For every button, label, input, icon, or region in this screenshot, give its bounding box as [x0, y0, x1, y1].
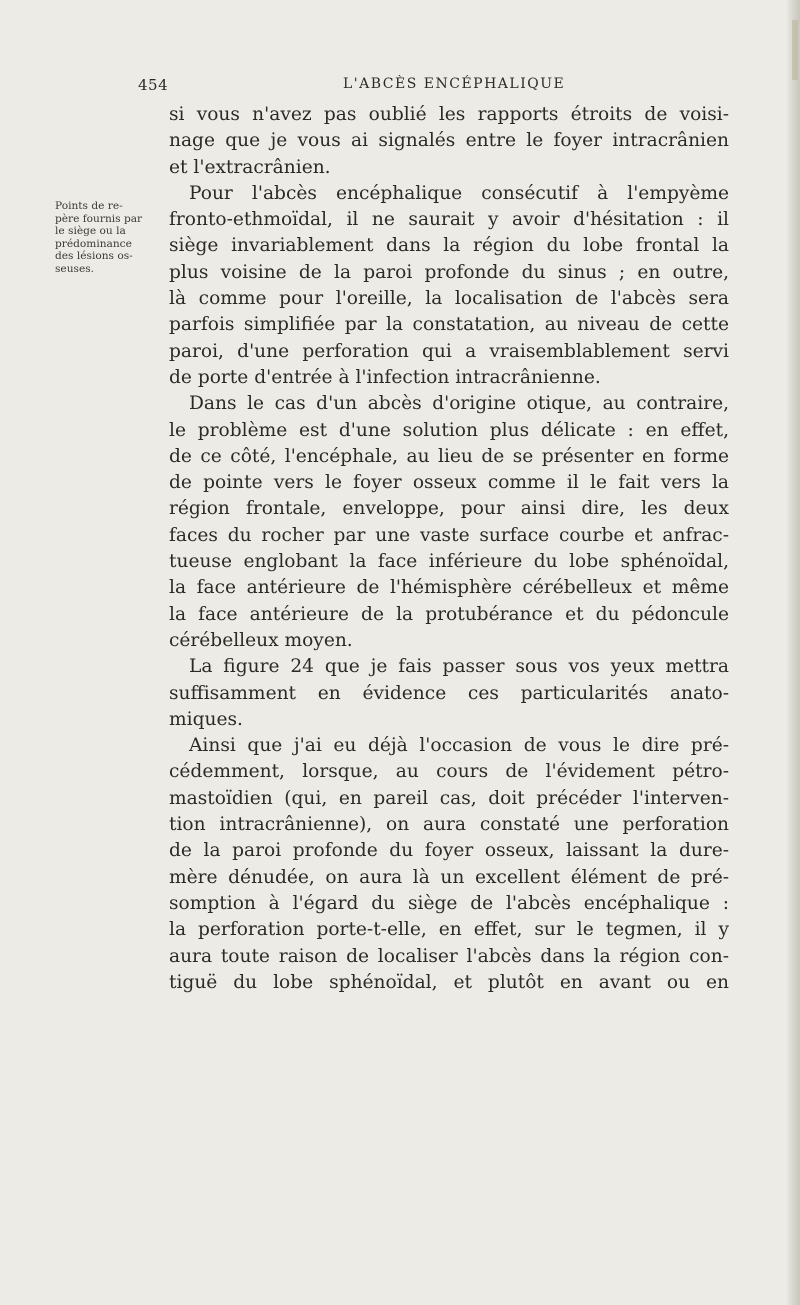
running-title: L'ABCÈS ENCÉPHALIQUE — [343, 76, 566, 92]
text-line: La figure 24 que je fais passer sous vos yeux mettra — [189, 656, 729, 678]
text-line: de porte d'entrée à l'infection intracrânienne. — [169, 366, 601, 388]
text-line: et l'extracrânien. — [169, 156, 331, 178]
text-line: mastoïdien (qui, en pareil cas, doit précéder l'interven- — [169, 787, 729, 809]
text-line: si vous n'avez pas oublié les rapports étroits de voisi- — [169, 104, 729, 125]
text-line: faces du rocher par une vaste surface courbe et anfrac- — [169, 524, 729, 546]
text-line: fronto-ethmoïdal, il ne saurait y avoir d'hésitation : il — [169, 209, 729, 231]
text-line: le problème est d'une solution plus délicate : en effet, — [169, 419, 729, 441]
text-line: nage que je vous ai signalés entre le foyer intracrânien — [169, 130, 729, 152]
body-text — [169, 102, 729, 996]
text-line: la perforation porte-t-elle, en effet, sur le tegmen, il y — [169, 919, 729, 941]
margin-note-line: prédominance — [55, 237, 132, 250]
margin-note-line: Points de re- — [55, 200, 123, 212]
page-edge-shadow — [786, 0, 800, 1305]
text-line: de ce côté, l'encéphale, au lieu de se présenter en forme — [169, 445, 729, 467]
paragraph — [169, 391, 729, 654]
text-line: tueuse englobant la face inférieure du lobe sphénoïdal, — [169, 551, 729, 573]
margin-note-line: des lésions os- — [55, 250, 133, 263]
paragraph — [169, 733, 729, 996]
text-line: parfois simplifiée par la constatation, au niveau de cette — [169, 314, 729, 336]
text-line: suffisamment en évidence ces particularités anato- — [169, 682, 729, 704]
text-line: somption à l'égard du siège de l'abcès encéphalique : — [169, 892, 729, 914]
text-line: Pour l'abcès encéphalique consécutif à l'empyème — [189, 182, 729, 204]
text-line: Ainsi que j'ai eu déjà l'occasion de vous le dire pré- — [189, 735, 729, 757]
text-line: de la paroi profonde du foyer osseux, laissant la dure- — [169, 840, 729, 862]
text-line: tiguë du lobe sphénoïdal, et plutôt en avant ou en — [169, 971, 729, 993]
paragraph — [169, 654, 729, 733]
margin-note-line: père fournis par — [55, 212, 143, 225]
page-number: 454 — [138, 76, 169, 94]
text-line: la face antérieure de la protubérance et du pédoncule — [169, 603, 729, 625]
margin-note-line: le siège ou la — [55, 225, 126, 238]
page-edge-mark — [792, 20, 798, 80]
margin-note-line: seuses. — [55, 262, 95, 275]
text-line: siège invariablement dans la région du lobe frontal la — [169, 235, 729, 257]
text-line: aura toute raison de localiser l'abcès dans la région con- — [169, 945, 729, 967]
text-line: Dans le cas d'un abcès d'origine otique, au contraire, — [189, 393, 729, 415]
text-line: plus voisine de la paroi profonde du sinus ; en outre, — [169, 261, 729, 283]
text-line: région frontale, enveloppe, pour ainsi dire, les deux — [169, 498, 729, 520]
text-line: cérébelleux moyen. — [169, 629, 353, 651]
paragraph — [169, 181, 729, 391]
text-line: là comme pour l'oreille, la localisation de l'abcès sera — [169, 288, 729, 310]
text-line: tion intracrânienne), on aura constaté une perforation — [169, 814, 729, 836]
text-line: cédemment, lorsque, au cours de l'évidement pétro- — [169, 761, 729, 783]
text-line: mère dénudée, on aura là un excellent élément de pré- — [169, 866, 729, 888]
text-line: paroi, d'une perforation qui a vraisemblablement servi — [169, 340, 729, 362]
text-line: la face antérieure de l'hémisphère cérébelleux et même — [169, 577, 729, 599]
margin-note — [55, 200, 145, 276]
paragraph — [169, 102, 729, 181]
text-line: miques. — [169, 708, 243, 730]
page-header — [138, 76, 668, 100]
text-line: de pointe vers le foyer osseux comme il le fait vers la — [169, 472, 729, 494]
